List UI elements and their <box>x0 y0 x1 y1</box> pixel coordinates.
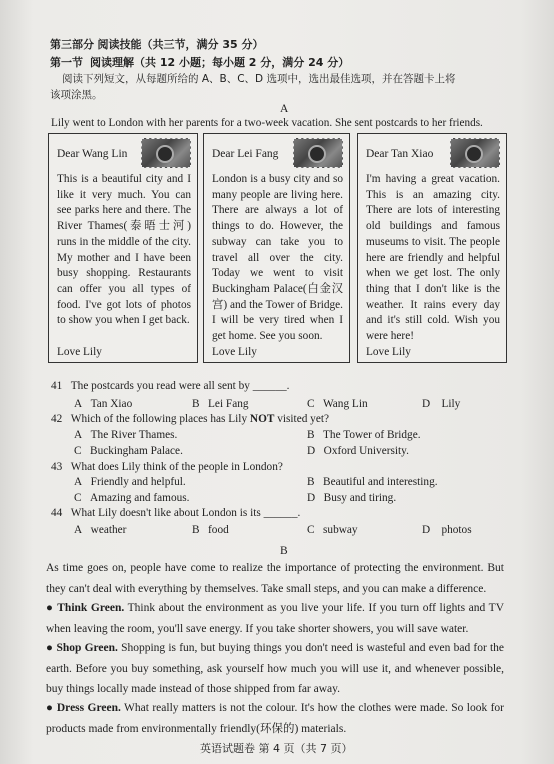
option-44-c: C subway <box>307 524 358 536</box>
postcard-salute: Dear Lei Fang <box>212 148 279 160</box>
bullet-text: Shopping is fun, but buying things you don't need is wasteful and even bad for the earth. Before you buy something, ask yourself how much you will use it, and whenever possible, buy things locally made instead of those shipped from far away. <box>46 642 505 695</box>
stamp-image <box>141 138 191 168</box>
option-44-b: B food <box>192 524 229 536</box>
part-heading: 第三部分 阅读技能（共三节，满分 35 分） <box>50 38 264 51</box>
question-43: 43 What does Lily think of the people in London? <box>51 461 283 473</box>
passage-a-label: A <box>280 103 289 115</box>
stamp-image <box>450 138 500 168</box>
postcard-body: London is a busy city and so many people are living here. There are always a lot of things to do. However, the subway can take you to travel all over the city. Today we went to visit Buckingham Palace(白金汉宫) and the Tower of Bridge. I will be very tired when I get home. See you soon. <box>212 173 343 343</box>
option-42-b: B The Tower of Bridge. <box>307 429 421 441</box>
instruction-line-2: 该项涂黑。 <box>50 89 103 101</box>
bullet-icon: ● <box>46 642 54 654</box>
stamp-image <box>293 138 343 168</box>
postcard-wang-lin <box>48 133 198 363</box>
passage-b-dress-green <box>46 698 504 739</box>
option-44-a: A weather <box>74 524 127 536</box>
bullet-heading: Dress Green. <box>56 702 121 714</box>
option-42-c: C Buckingham Palace. <box>74 445 183 457</box>
postcard-signature: Love Lily <box>366 346 411 358</box>
option-41-b: B Lei Fang <box>192 398 249 410</box>
option-43-d: D Busy and tiring. <box>307 492 397 504</box>
postcard-salute: Dear Wang Lin <box>57 148 128 160</box>
passage-b-think-green <box>46 598 504 639</box>
passage-b-shop-green <box>46 638 504 700</box>
option-43-b: B Beautiful and interesting. <box>307 476 438 488</box>
section-heading: 第一节 阅读理解（共 12 小题；每小题 2 分，满分 24 分） <box>50 56 350 69</box>
bullet-icon: ● <box>46 602 54 614</box>
option-43-a: A Friendly and helpful. <box>74 476 186 488</box>
question-41: 41 The postcards you read were all sent by ______. <box>51 380 290 392</box>
option-41-d: D Lily <box>422 398 461 410</box>
option-41-a: A Tan Xiao <box>74 398 133 410</box>
postcard-signature: Love Lily <box>212 346 257 358</box>
option-42-a: A The River Thames. <box>74 429 178 441</box>
postcard-lei-fang <box>203 133 350 363</box>
bullet-text: What really matters is not the colour. It's how the clothes were made. So look for products made from environmentally friendly(环保的) materials. <box>46 702 505 735</box>
postcard-tan-xiao <box>357 133 507 363</box>
postcard-body: This is a beautiful city and I like it very much. You can see parks here and there. The River Thames(泰晤士河) runs in the middle of the city. My mother and I have been busy shopping. Restaurants can offer you all types of food. I've got lots of photos to show you when I get back. <box>57 173 191 327</box>
question-44: 44 What Lily doesn't like about London is its ______. <box>51 507 301 519</box>
bullet-heading: Shop Green. <box>56 642 118 654</box>
option-44-d: D photos <box>422 524 472 536</box>
postcard-signature: Love Lily <box>57 346 102 358</box>
passage-b-intro: As time goes on, people have come to realize the importance of protecting the environment. But they can't deal with everything by themselves. Take small steps, and you can make a difference. <box>46 562 504 595</box>
passage-a-intro: Lily went to London with her parents for a two-week vacation. She sent postcards to her friends. <box>51 117 483 129</box>
bullet-heading: Think Green. <box>57 602 125 614</box>
postcard-body: I'm having a great vacation. This is an amazing city. There are lots of interesting old buildings and famous museums to visit. The people here are friendly and helpful when we get lost. The only thing that I don't like is the weather. It rains every day and it's still cold. Wish you were here! <box>366 173 500 343</box>
option-41-c: C Wang Lin <box>307 398 368 410</box>
passage-b-label: B <box>280 545 288 557</box>
instruction-line-1: 阅读下列短文，从每题所给的 A、B、C、D 选项中，选出最佳选项，并在答题卡上将 <box>62 73 456 85</box>
option-43-c: C Amazing and famous. <box>74 492 190 504</box>
bullet-icon: ● <box>46 702 54 714</box>
option-42-d: D Oxford University. <box>307 445 409 457</box>
page-footer: 英语试题卷 第 4 页（共 7 页） <box>200 742 353 755</box>
postcard-salute: Dear Tan Xiao <box>366 148 434 160</box>
question-42: 42 Which of the following places has Lily NOT visited yet? <box>51 413 329 425</box>
bullet-text: Think about the environment as you live your life. If you turn off lights and TV when leaving the room, you'll save energy. If you take shorter showers, you will save water. <box>46 602 504 635</box>
